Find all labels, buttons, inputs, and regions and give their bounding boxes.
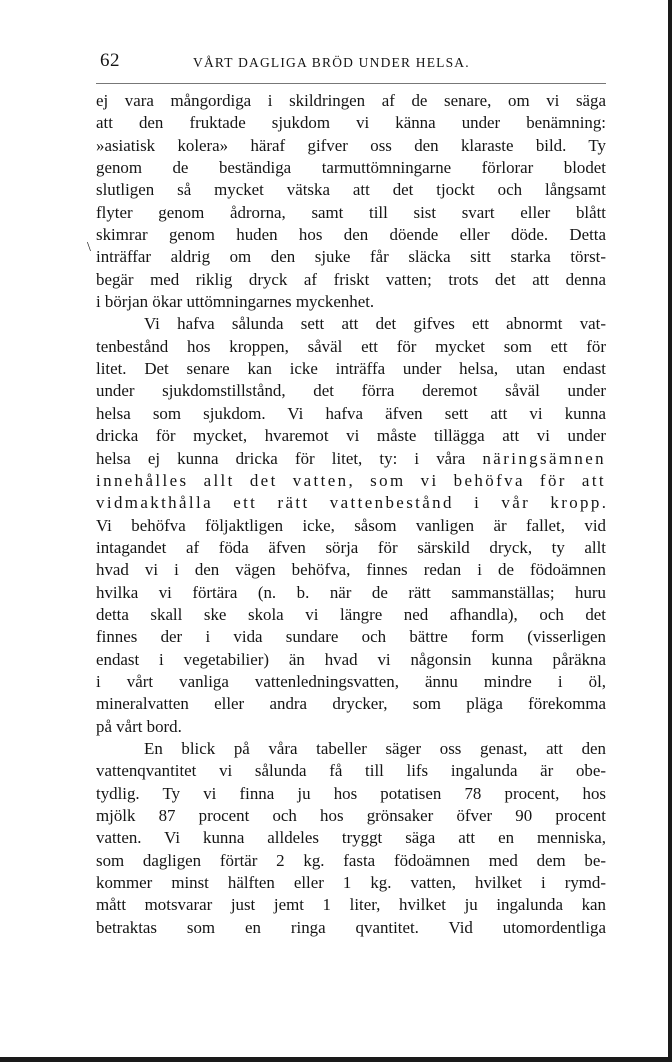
text-line: tenbestånd hos kroppen, såväl ett för mycket som ett för	[96, 336, 606, 356]
text-line: mineralvatten eller andra drycker, som pläga förekomma	[96, 694, 606, 714]
text-line: »asiatisk kolera» häraf gifver oss den klaraste bild. Ty	[96, 135, 606, 155]
page-number: 62	[100, 50, 120, 71]
text-line: mått motsvarar just jemt 1 liter, hvilket ju ingalunda kan	[96, 895, 606, 915]
running-title: VÅRT DAGLIGA BRÖD UNDER HELSA.	[193, 55, 470, 70]
header-rule	[96, 83, 606, 84]
emphasis-spaced: näringsämnen	[482, 448, 606, 468]
text-line: Vi behöfva följaktligen icke, såsom vanligen är fallet, vid	[96, 515, 606, 535]
body-text	[96, 90, 606, 939]
text-line: helsa som sjukdom. Vi hafva äfven sett att vi kunna	[96, 403, 606, 423]
text-line: begär med riklig dryck af friskt vatten; trots det att denna	[96, 269, 606, 289]
text-line: vatten. Vi kunna alldeles tryggt säga att en menniska,	[96, 828, 606, 848]
text-line: helsa ej kunna dricka för litet, ty: i våra näringsämnen	[96, 448, 606, 468]
page-edge	[668, 0, 672, 1062]
margin-mark: \	[87, 240, 91, 255]
text-line: inträffar aldrig om den sjuke får släcka sitt starka törst-	[96, 247, 606, 267]
text-line: tydlig. Ty vi finna ju hos potatisen 78 procent, hos	[96, 783, 606, 803]
text-line: betraktas som en ringa qvantitet. Vid utomordentliga	[96, 917, 606, 937]
text-line: som dagligen förtär 2 kg. fasta födoämnen med dem be-	[96, 850, 606, 870]
text-line	[96, 470, 606, 492]
text-line: En blick på våra tabeller säger oss genast, att den	[144, 738, 606, 758]
text-line: på vårt bord.	[96, 716, 182, 736]
text-line: detta skall ske skola vi längre ned afhandla), och det	[96, 604, 606, 624]
text-line: slutligen så mycket vätska att det tjockt och långsamt	[96, 180, 606, 200]
text-line: att den fruktade sjukdom vi känna under benämning:	[96, 113, 606, 133]
text-line: under sjukdomstillstånd, det förra deremot såväl under	[96, 381, 606, 401]
text-line: i början ökar uttömningarnes myckenhet.	[96, 292, 375, 312]
text-line: intagandet af föda äfven sörja för särskild dryck, ty allt	[96, 537, 606, 557]
text-line: ej vara mångordiga i skildringen af de senare, om vi säga	[96, 91, 606, 110]
text-line: endast i vegetabilier) än hvad vi någonsin kunna påräkna	[96, 649, 606, 669]
text-line: hvad vi i den vägen behöfva, finnes redan i de födoämnen	[96, 560, 606, 580]
text-line: flyter genom ådrorna, samt till sist svart eller blått	[96, 202, 606, 222]
text-line: Vi hafva sålunda sett att det gifves ett abnormt vat-	[144, 314, 606, 334]
text-line: genom de beständiga tarmuttömningarne förlorar blodet	[96, 158, 606, 178]
page-header	[96, 50, 606, 76]
text-line: finnes der i vida sundare och bättre form (visserligen	[96, 627, 606, 647]
emphasis-spaced: innehålles allt det vatten, som vi behöfva för att	[96, 470, 606, 490]
text-line: skimrar genom huden hos den döende eller döde. Detta	[96, 225, 606, 245]
text-line: i vårt vanliga vattenledningsvatten, ännu mindre i öl,	[96, 671, 606, 691]
text-line: vidmakthålla ett rätt vattenbestånd i vår kropp.	[96, 493, 606, 513]
text-line: dricka för mycket, hvaremot vi måste tillägga att vi under	[96, 426, 606, 446]
bottom-edge	[0, 1057, 672, 1062]
text-line: kommer minst hälften eller 1 kg. vatten, hvilket i rymd-	[96, 873, 606, 893]
text-line: vattenqvantitet vi sålunda få till lifs ingalunda är obe-	[96, 761, 606, 781]
text-line: litet. Det senare kan icke inträffa under helsa, utan endast	[96, 359, 606, 379]
text-line: mjölk 87 procent och hos grönsaker öfver 90 procent	[96, 806, 606, 825]
text-line: hvilka vi förtära (n. b. när de rätt sammanställas; huru	[96, 582, 606, 602]
emphasis-spaced: vidmakthålla ett rätt vattenbestånd i vår kropp	[96, 493, 602, 513]
